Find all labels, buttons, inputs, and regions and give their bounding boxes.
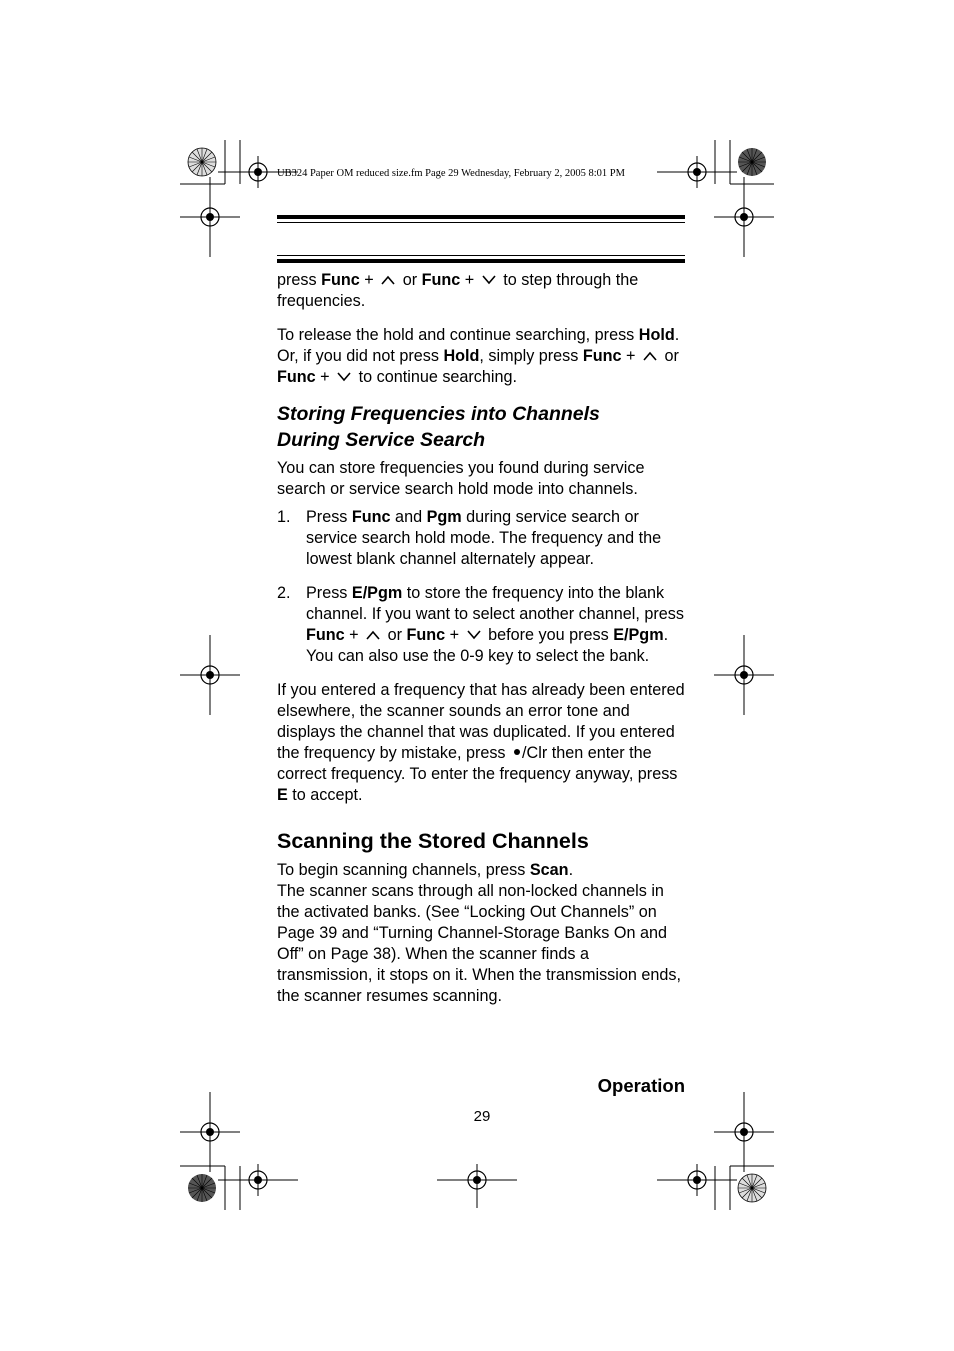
- header-rule-thick: [277, 215, 685, 219]
- paragraph-begin-scan: To begin scanning channels, press Scan.: [277, 861, 574, 879]
- header-rule-thin: [277, 222, 685, 223]
- file-slug: UB324 Paper OM reduced size.fm Page 29 Wednesday, February 2, 2005 8:01 PM: [277, 168, 625, 179]
- section-heading-scanning: Scanning the Stored Channels: [277, 829, 589, 853]
- list-item-step-1: 1. Press Func and Pgm during service search or service search hold mode. The frequency and the lowest blank channel alternately appear.: [277, 508, 662, 568]
- page-body: [277, 270, 687, 1007]
- paragraph-storing-intro: You can store frequencies you found during service search or service search hold mode into channels.: [277, 459, 645, 498]
- steps-list: [277, 507, 687, 667]
- section-heading-storing: Storing Frequencies into Channels During Service Search: [277, 403, 600, 451]
- bullet-dot-icon: [514, 749, 520, 755]
- header-rule-thin-lower: [277, 255, 685, 256]
- paragraph-release-hold: To release the hold and continue searching, press Hold. Or, if you did not press Hold, simply press Func + or Func + to continue searching.: [277, 326, 680, 386]
- paragraph-duplicate-note: If you entered a frequency that has already been entered elsewhere, the scanner sounds an error tone and displays the channel that was duplicated. If you entered the frequency by mistake, press /Clr then enter the correct frequency. To enter the frequency anyway, press E to accept.: [277, 681, 685, 804]
- caret-up-icon: [380, 274, 396, 286]
- page-number: 29: [473, 1108, 491, 1125]
- caret-down-icon: [466, 629, 482, 641]
- header-rule-thick-lower: [277, 259, 685, 263]
- caret-up-icon: [365, 629, 381, 641]
- paragraph-scan-description: The scanner scans through all non-locked channels in the activated banks. (See “Locking Out Channels” on Page 39 and “Turning Channel-Storage Banks On and Off” on Page 38). When the scanner finds a transmission, it stops on it. When the transmission ends, the scanner resumes scanning.: [277, 882, 681, 1005]
- caret-down-icon: [336, 371, 352, 383]
- footer-section-label: Operation: [597, 1075, 685, 1096]
- list-item-step-2: 2. Press E/Pgm to store the frequency into the blank channel. If you want to select another channel, press Func + or Func + before you press E/Pgm. You can also use the 0-9 key to select the bank.: [277, 584, 684, 665]
- caret-down-icon: [481, 274, 497, 286]
- caret-up-icon: [642, 350, 658, 362]
- paragraph-step-frequencies: press Func + or Func + to step through the frequencies.: [277, 271, 639, 310]
